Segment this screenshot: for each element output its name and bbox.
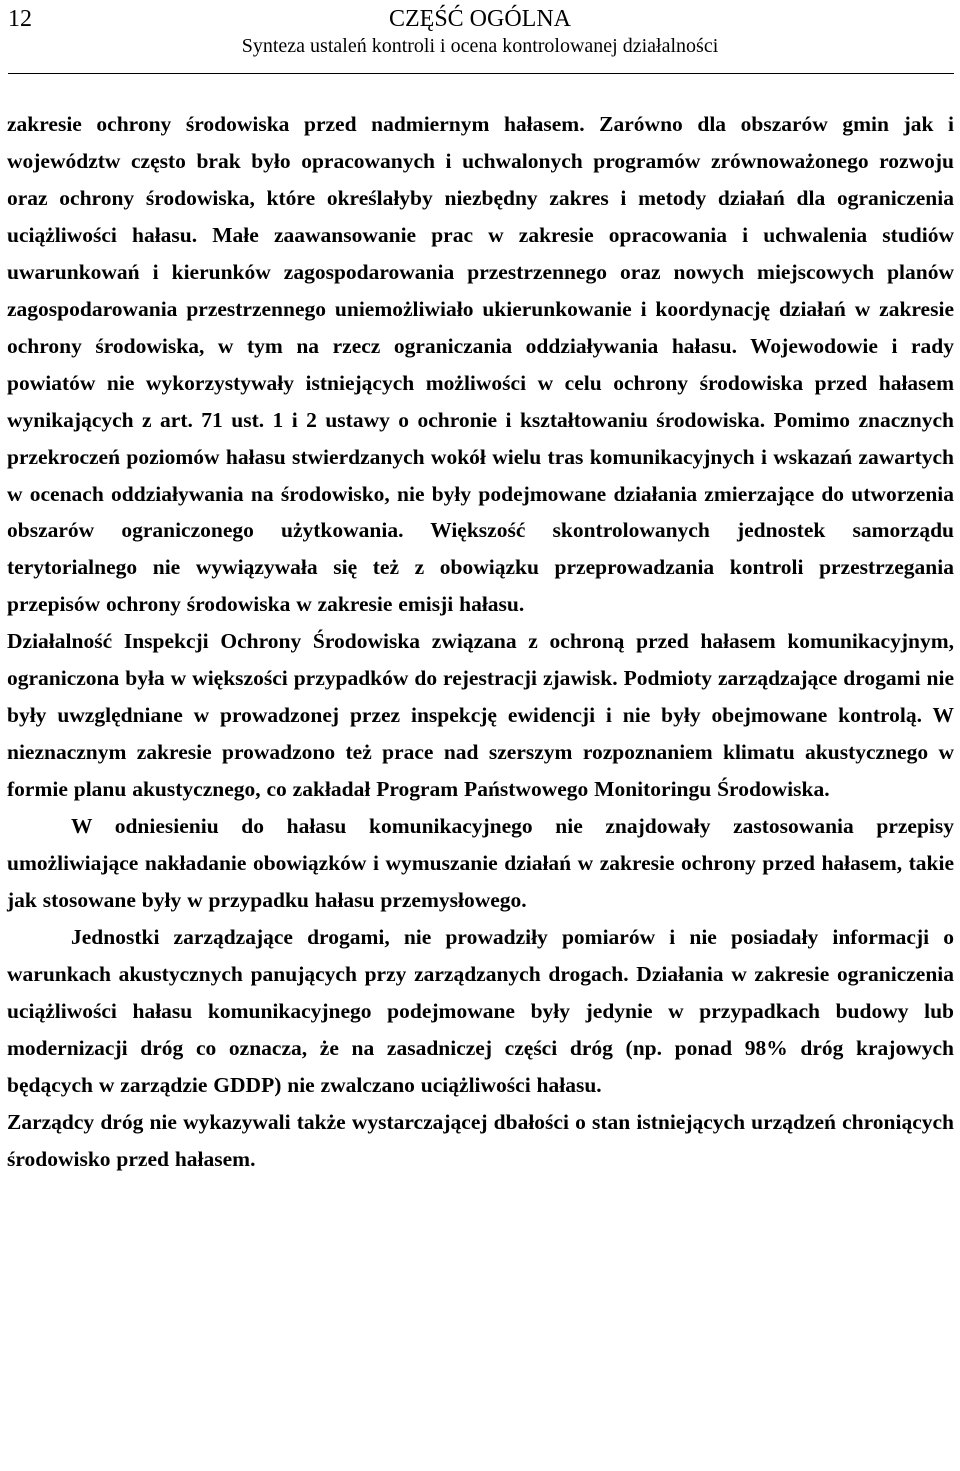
paragraph-5: Zarządcy dróg nie wykazywali także wystarczającej dbałości o stan istniejących urządzeń chroniących środowisko przed hałasem. <box>7 1109 954 1171</box>
paragraph-1: zakresie ochrony środowiska przed nadmiernym hałasem. Zarówno dla obszarów gmin jak i województw często brak było opracowanych i uchwalonych programów zrównoważonego rozwoju oraz ochrony środowiska, które określałyby niezbędny zakres i metody działań dla ograniczenia uciążliwości hałasu. Małe zaawansowanie prac w zakresie opracowania i uchwalenia studiów uwarunkowań i kierunków zagospodarowania przestrzennego oraz nowych miejscowych planów zagospodarowania przestrzennego uniemożliwiało ukierunkowanie i koordynację działań w zakresie ochrony środowiska, w tym na rzecz ograniczania oddziaływania hałasu. Wojewodowie i rady powiatów nie wykorzystywały istniejących możliwości w celu ochrony środowiska przed hałasem wynikających z art. 71 ust. 1 i 2 ustawy o ochronie i kształtowaniu środowiska. Pomimo znacznych przekroczeń poziomów hałasu stwierdzanych wokół wielu tras komunikacyjnych i wskazań zawartych w ocenach oddziaływania na środowisko, nie były podejmowane działania zmierzające do utworzenia obszarów ograniczonego użytkowania. Większość skontrolowanych jednostek samorządu terytorialnego nie wywiązywała się też z obowiązku przeprowadzania kontroli przestrzegania przepisów ochrony środowiska w zakresie emisji hałasu. <box>7 112 954 617</box>
page-number: 12 <box>8 6 32 32</box>
paragraph-3: W odniesieniu do hałasu komunikacyjnego nie znajdowały zastosowania przepisy umożliwiające nakładanie obowiązków i wymuszanie działań w zakresie ochrony przed hałasem, takie jak stosowane były w przypadku hałasu przemysłowego. <box>7 814 954 913</box>
page-header <box>0 0 960 80</box>
paragraph-2: Działalność Inspekcji Ochrony Środowiska związana z ochroną przed hałasem komunikacyjnym, ograniczona była w większości przypadków do rejestracji zjawisk. Podmioty zarządzające drogami nie były uwzględniane w prowadzonej przez inspekcję ewidencji i nie były obejmowane kontrolą. W nieznacznym zakresie prowadzono też prace nad szerszym rozpoznaniem klimatu akustycznego w formie planu akustycznego, co zakładał Program Państwowego Monitoringu Środowiska. <box>7 629 954 802</box>
part-title: CZĘŚĆ OGÓLNA <box>388 6 571 32</box>
document-body <box>7 106 954 1178</box>
paragraph-4: Jednostki zarządzające drogami, nie prowadziły pomiarów i nie posiadały informacji o warunkach akustycznych panujących przy zarządzanych drogach. Działania w zakresie ograniczenia uciążliwości hałasu komunikacyjnego podejmowane były jedynie w przypadkach budowy lub modernizacji dróg co oznacza, że na zasadniczej części dróg (np. ponad 98% dróg krajowych będących w zarządzie GDDP) nie zwalczano uciążliwości hałasu. <box>7 924 954 1097</box>
header-divider <box>8 73 954 74</box>
section-title: Synteza ustaleń kontroli i ocena kontrolowanej działalności <box>241 35 719 57</box>
